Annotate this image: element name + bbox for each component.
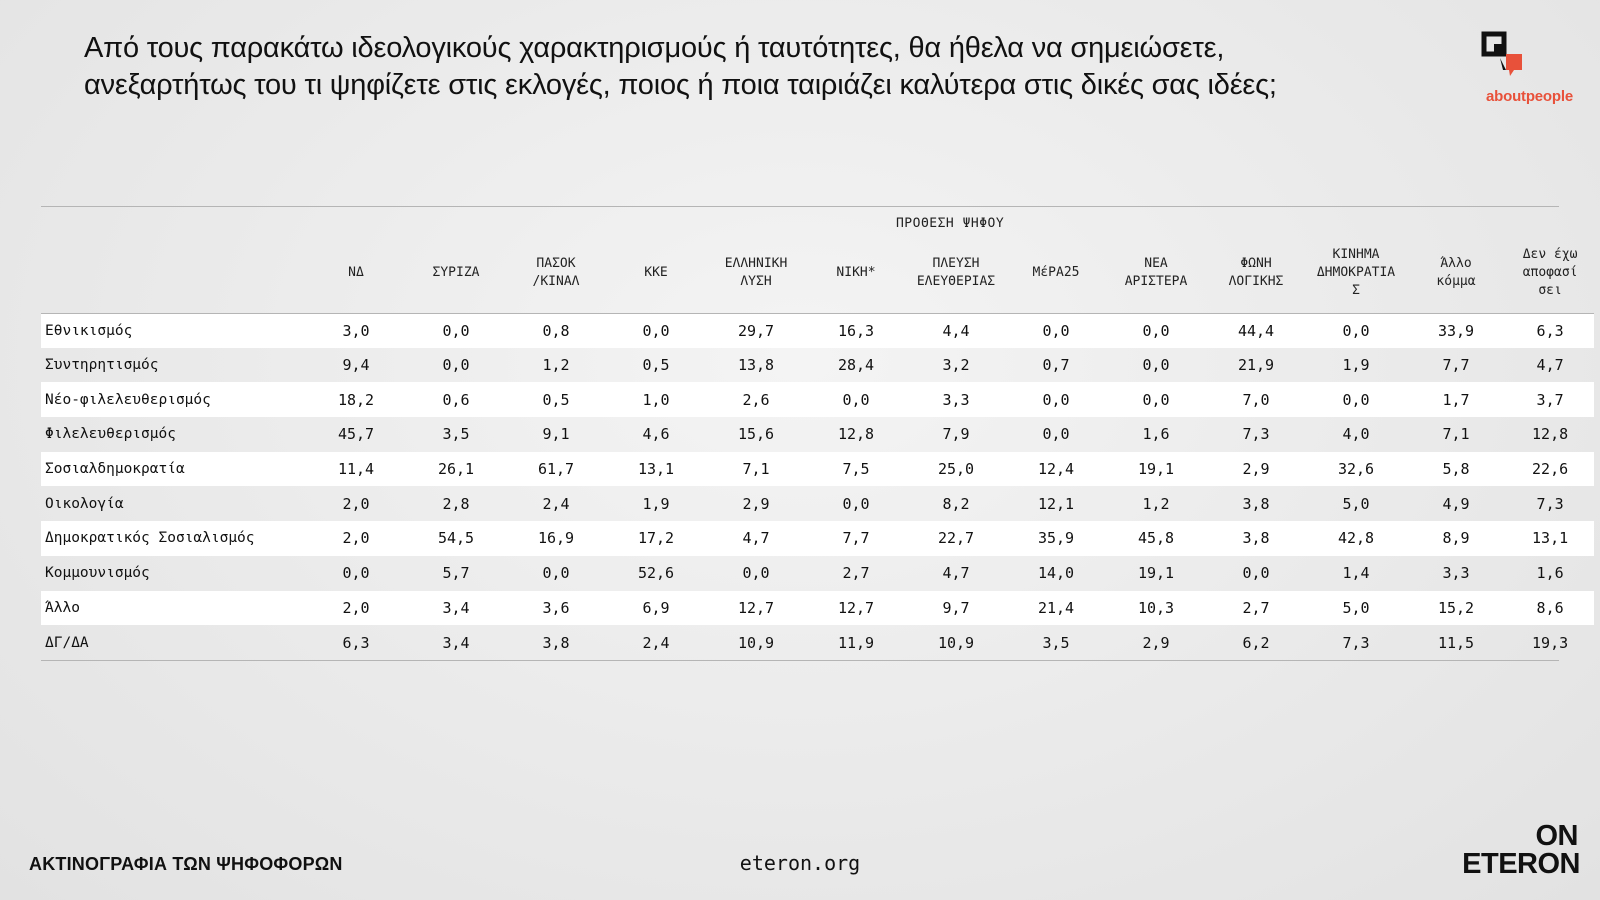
footer-website-link[interactable]: eteron.org bbox=[739, 851, 861, 875]
table-cell: 13,1 bbox=[606, 452, 706, 487]
table-cell: 1,2 bbox=[1142, 494, 1170, 513]
table-cell: 32,6 bbox=[1306, 452, 1406, 487]
table-cell: 2,7 bbox=[1206, 591, 1306, 626]
table-cell: 3,6 bbox=[506, 591, 606, 626]
row-label: Άλλο bbox=[41, 591, 306, 626]
group-header: ΠΡΟΘΕΣΗ ΨΗΦΟΥ bbox=[895, 216, 1005, 231]
table-cell: 5,0 bbox=[1306, 591, 1406, 626]
table-cell: 3,2 bbox=[942, 356, 970, 375]
title-line-1: Από τους παρακάτω ιδεολογικούς χαρακτηρισμούς ή ταυτότητες, θα ήθελα να σημειώσετε, bbox=[84, 32, 1225, 64]
table-row bbox=[41, 625, 1594, 660]
column-header-line: ΣΥΡΙΖΑ bbox=[432, 264, 480, 280]
table-cell: 7,5 bbox=[806, 452, 906, 487]
table-body bbox=[41, 313, 1594, 660]
row-label-header bbox=[41, 237, 306, 313]
table-cell: 42,8 bbox=[1306, 521, 1406, 556]
table-cell: 54,5 bbox=[406, 521, 506, 556]
table-row bbox=[41, 382, 1594, 417]
table-cell: 7,0 bbox=[1206, 382, 1306, 417]
title-line-2: ανεξαρτήτως του τι ψηφίζετε στις εκλογές, ποιος ή ποια ταιριάζει καλύτερα στις δικές σας ιδέες; bbox=[84, 69, 1277, 101]
table-cell: 1,9 bbox=[1342, 356, 1370, 375]
table-cell: 19,1 bbox=[1137, 564, 1175, 583]
table-cell: 12,7 bbox=[706, 591, 806, 626]
table-cell: 4,7 bbox=[1536, 356, 1564, 375]
column-header-line: ΚΙΝΗΜΑ bbox=[1332, 246, 1380, 262]
column-header bbox=[1406, 237, 1506, 313]
column-header-line: ΝΕΑ bbox=[1144, 255, 1168, 271]
table-cell: 3,7 bbox=[1506, 382, 1594, 417]
table-cell: 9,7 bbox=[906, 591, 1006, 626]
table-cell: 12,4 bbox=[1006, 452, 1106, 487]
table-cell: 1,4 bbox=[1342, 564, 1370, 583]
table-cell: 0,0 bbox=[1142, 356, 1170, 375]
table-cell: 15,6 bbox=[737, 425, 775, 444]
table-cell: 0,0 bbox=[1306, 313, 1406, 348]
table-cell: 25,0 bbox=[906, 452, 1006, 487]
table-cell: 0,0 bbox=[806, 382, 906, 417]
table-cell: 17,2 bbox=[606, 521, 706, 556]
table-cell: 10,9 bbox=[737, 633, 775, 652]
table-cell: 0,0 bbox=[1306, 382, 1406, 417]
column-header bbox=[1106, 237, 1206, 313]
table-cell: 6,2 bbox=[1242, 633, 1270, 652]
table-cell: 7,7 bbox=[1442, 356, 1470, 375]
table-cell: 10,9 bbox=[937, 633, 975, 652]
table-row bbox=[41, 486, 1594, 521]
table-cell: 52,6 bbox=[637, 564, 675, 583]
column-header-line: ΝΔ bbox=[348, 264, 364, 280]
results-table-container bbox=[41, 206, 1578, 661]
table-cell: 3,4 bbox=[442, 633, 470, 652]
page-title bbox=[84, 30, 1484, 104]
table-cell: 35,9 bbox=[1006, 521, 1106, 556]
column-header-line: ΠΛΕΥΣΗ bbox=[932, 255, 980, 271]
column-header-line: κόμμα bbox=[1436, 273, 1476, 289]
table-cell: 7,3 bbox=[1536, 494, 1564, 513]
table-cell: 0,0 bbox=[742, 564, 770, 583]
table-cell: 4,0 bbox=[1342, 425, 1370, 444]
table-cell: 3,8 bbox=[1206, 521, 1306, 556]
column-header bbox=[1306, 237, 1406, 313]
table-cell: 61,7 bbox=[506, 452, 606, 487]
table-cell: 2,0 bbox=[342, 494, 370, 513]
column-header bbox=[1006, 237, 1106, 313]
table-cell: 2,6 bbox=[706, 382, 806, 417]
column-header bbox=[1506, 237, 1594, 313]
table-row bbox=[41, 521, 1594, 556]
column-header-line: /ΚΙΝΑΛ bbox=[532, 273, 580, 289]
row-label: Κομμουνισμός bbox=[45, 565, 150, 582]
table-cell: 0,0 bbox=[1242, 564, 1270, 583]
table-cell: 6,3 bbox=[342, 633, 370, 652]
table-cell: 16,3 bbox=[806, 313, 906, 348]
table-cell: 7,1 bbox=[1442, 425, 1470, 444]
table-cell: 15,2 bbox=[1406, 591, 1506, 626]
table-cell: 7,3 bbox=[1242, 425, 1270, 444]
table-cell: 0,0 bbox=[342, 564, 370, 583]
table-cell: 2,8 bbox=[442, 494, 470, 513]
table-cell: 1,9 bbox=[642, 494, 670, 513]
table-cell: 11,9 bbox=[837, 633, 875, 652]
column-header-line: ΜέΡΑ25 bbox=[1032, 264, 1080, 280]
empty-header-cell bbox=[41, 207, 306, 237]
table-cell: 2,4 bbox=[542, 494, 570, 513]
column-header-line: ΚΚΕ bbox=[644, 264, 668, 280]
brand-logo bbox=[1452, 822, 1580, 878]
table-cell: 1,2 bbox=[542, 356, 570, 375]
table-cell: 0,0 bbox=[1006, 313, 1106, 348]
table-cell: 11,4 bbox=[306, 452, 406, 487]
table-row bbox=[41, 452, 1594, 487]
table-cell: 19,1 bbox=[1106, 452, 1206, 487]
table-cell: 6,9 bbox=[606, 591, 706, 626]
table-cell: 11,5 bbox=[1437, 633, 1475, 652]
table-cell: 12,8 bbox=[1532, 425, 1569, 444]
table-cell: 0,0 bbox=[406, 313, 506, 348]
table-cell: 13,8 bbox=[737, 356, 775, 375]
table-cell: 2,9 bbox=[1206, 452, 1306, 487]
column-header-line: ΑΡΙΣΤΕΡΑ bbox=[1124, 273, 1188, 289]
row-label: Συντηρητισμός bbox=[45, 357, 159, 374]
table-cell: 29,7 bbox=[706, 313, 806, 348]
row-label: Νέο-φιλελευθερισμός bbox=[41, 382, 306, 417]
column-header-line: ΕΛΛΗΝΙΚΗ bbox=[724, 255, 788, 271]
table-cell: 2,0 bbox=[306, 521, 406, 556]
table-cell: 21,9 bbox=[1237, 356, 1275, 375]
column-header bbox=[606, 237, 706, 313]
table-cell: 0,0 bbox=[1106, 382, 1206, 417]
table-cell: 9,4 bbox=[342, 356, 370, 375]
column-header bbox=[706, 237, 806, 313]
column-header-line: Άλλο bbox=[1440, 255, 1472, 271]
table-cell: 0,0 bbox=[1106, 313, 1206, 348]
table-cell: 6,3 bbox=[1506, 313, 1594, 348]
results-table bbox=[41, 207, 1594, 660]
table-cell: 3,0 bbox=[306, 313, 406, 348]
table-cell: 13,1 bbox=[1506, 521, 1594, 556]
table-cell: 7,3 bbox=[1342, 633, 1370, 652]
table-cell: 0,0 bbox=[442, 356, 470, 375]
table-cell: 2,9 bbox=[742, 494, 770, 513]
column-header-line: ΦΩΝΗ bbox=[1240, 255, 1272, 271]
table-cell: 12,1 bbox=[1037, 494, 1075, 513]
row-label: Εθνικισμός bbox=[41, 313, 306, 348]
table-cell: 3,3 bbox=[1442, 564, 1470, 583]
column-header bbox=[906, 237, 1006, 313]
table-cell: 19,3 bbox=[1532, 633, 1569, 652]
column-header-line: ΛΟΓΙΚΗΣ bbox=[1228, 273, 1284, 289]
table-cell: 2,0 bbox=[306, 591, 406, 626]
table-cell: 4,7 bbox=[942, 564, 970, 583]
table-cell: 8,6 bbox=[1506, 591, 1594, 626]
table-row bbox=[41, 591, 1594, 626]
table-cell: 3,3 bbox=[906, 382, 1006, 417]
column-header-line: Σ bbox=[1352, 282, 1360, 298]
column-header-line: σει bbox=[1538, 282, 1562, 298]
table-cell: 16,9 bbox=[506, 521, 606, 556]
table-cell: 33,9 bbox=[1406, 313, 1506, 348]
table-cell: 7,9 bbox=[942, 425, 970, 444]
column-header-line: ΠΑΣΟΚ bbox=[536, 255, 576, 271]
table-row bbox=[41, 313, 1594, 348]
table-cell: 10,3 bbox=[1106, 591, 1206, 626]
table-cell: 0,6 bbox=[406, 382, 506, 417]
table-cell: 1,0 bbox=[606, 382, 706, 417]
table-cell: 5,7 bbox=[442, 564, 470, 583]
column-header-line: Δεν έχω bbox=[1522, 246, 1578, 262]
table-cell: 3,8 bbox=[542, 633, 570, 652]
table-cell: 1,7 bbox=[1406, 382, 1506, 417]
row-label: Φιλελευθερισμός bbox=[45, 426, 176, 443]
column-header bbox=[306, 237, 406, 313]
table-cell: 21,4 bbox=[1006, 591, 1106, 626]
table-cell: 1,6 bbox=[1142, 425, 1170, 444]
table-cell: 0,0 bbox=[1006, 382, 1106, 417]
table-cell: 1,6 bbox=[1536, 564, 1564, 583]
table-cell: 3,5 bbox=[1042, 633, 1070, 652]
table-cell: 4,4 bbox=[906, 313, 1006, 348]
table-cell: 7,7 bbox=[806, 521, 906, 556]
table-cell: 22,7 bbox=[906, 521, 1006, 556]
table-row bbox=[41, 556, 1594, 591]
table-cell: 0,0 bbox=[842, 494, 870, 513]
table-cell: 12,8 bbox=[837, 425, 875, 444]
column-header-line: ΕΛΕΥΘΕΡΙΑΣ bbox=[916, 273, 996, 289]
column-header bbox=[506, 237, 606, 313]
table-cell: 14,0 bbox=[1037, 564, 1075, 583]
table-cell: 44,4 bbox=[1206, 313, 1306, 348]
table-cell: 0,0 bbox=[542, 564, 570, 583]
table-cell: 4,9 bbox=[1442, 494, 1470, 513]
table-cell: 0,0 bbox=[1042, 425, 1070, 444]
table-cell: 3,8 bbox=[1242, 494, 1270, 513]
table-cell: 45,7 bbox=[337, 425, 375, 444]
column-header-line: αποφασί bbox=[1522, 264, 1578, 280]
table-cell: 2,7 bbox=[842, 564, 870, 583]
table-row bbox=[41, 417, 1594, 452]
table-cell: 12,7 bbox=[806, 591, 906, 626]
table-cell: 0,5 bbox=[506, 382, 606, 417]
column-header bbox=[806, 237, 906, 313]
table-cell: 5,0 bbox=[1342, 494, 1370, 513]
table-cell: 0,5 bbox=[642, 356, 670, 375]
table-cell: 0,8 bbox=[506, 313, 606, 348]
table-cell: 3,5 bbox=[442, 425, 470, 444]
table-cell: 0,0 bbox=[606, 313, 706, 348]
group-header-row bbox=[41, 207, 1594, 237]
table-cell: 2,9 bbox=[1142, 633, 1170, 652]
table-cell: 18,2 bbox=[306, 382, 406, 417]
brand-line-1: ON bbox=[1535, 820, 1578, 852]
footer-series-title: ΑΚΤΙΝΟΓΡΑΦΙΑ ΤΩΝ ΨΗΦΟΦΟΡΩΝ bbox=[29, 854, 343, 874]
table-cell: 3,4 bbox=[406, 591, 506, 626]
column-header-row bbox=[41, 237, 1594, 313]
logo-text: aboutpeople bbox=[1486, 88, 1573, 105]
column-header-line: ΝΙΚΗ* bbox=[836, 264, 876, 280]
table-cell: 0,7 bbox=[1042, 356, 1070, 375]
column-header-line: ΛΥΣΗ bbox=[740, 273, 772, 289]
column-header-line: ΔΗΜΟΚΡΑΤΙΑ bbox=[1316, 264, 1396, 280]
row-label: Οικολογία bbox=[45, 495, 124, 512]
table-cell: 7,1 bbox=[706, 452, 806, 487]
table-cell: 9,1 bbox=[542, 425, 570, 444]
table-cell: 8,2 bbox=[942, 494, 970, 513]
table-cell: 2,4 bbox=[642, 633, 670, 652]
table-cell: 4,7 bbox=[706, 521, 806, 556]
column-header bbox=[1206, 237, 1306, 313]
table-cell: 26,1 bbox=[406, 452, 506, 487]
row-label: Δημοκρατικός Σοσιαλισμός bbox=[41, 521, 306, 556]
table-cell: 8,9 bbox=[1406, 521, 1506, 556]
table-cell: 4,6 bbox=[642, 425, 670, 444]
table-cell: 45,8 bbox=[1106, 521, 1206, 556]
row-label: Σοσιαλδημοκρατία bbox=[41, 452, 306, 487]
table-cell: 5,8 bbox=[1406, 452, 1506, 487]
brand-line-2: ETERON bbox=[1462, 848, 1580, 880]
table-cell: 28,4 bbox=[837, 356, 875, 375]
table-cell: 22,6 bbox=[1506, 452, 1594, 487]
column-header bbox=[406, 237, 506, 313]
row-label: ΔΓ/ΔΑ bbox=[45, 634, 89, 651]
table-row bbox=[41, 348, 1594, 383]
